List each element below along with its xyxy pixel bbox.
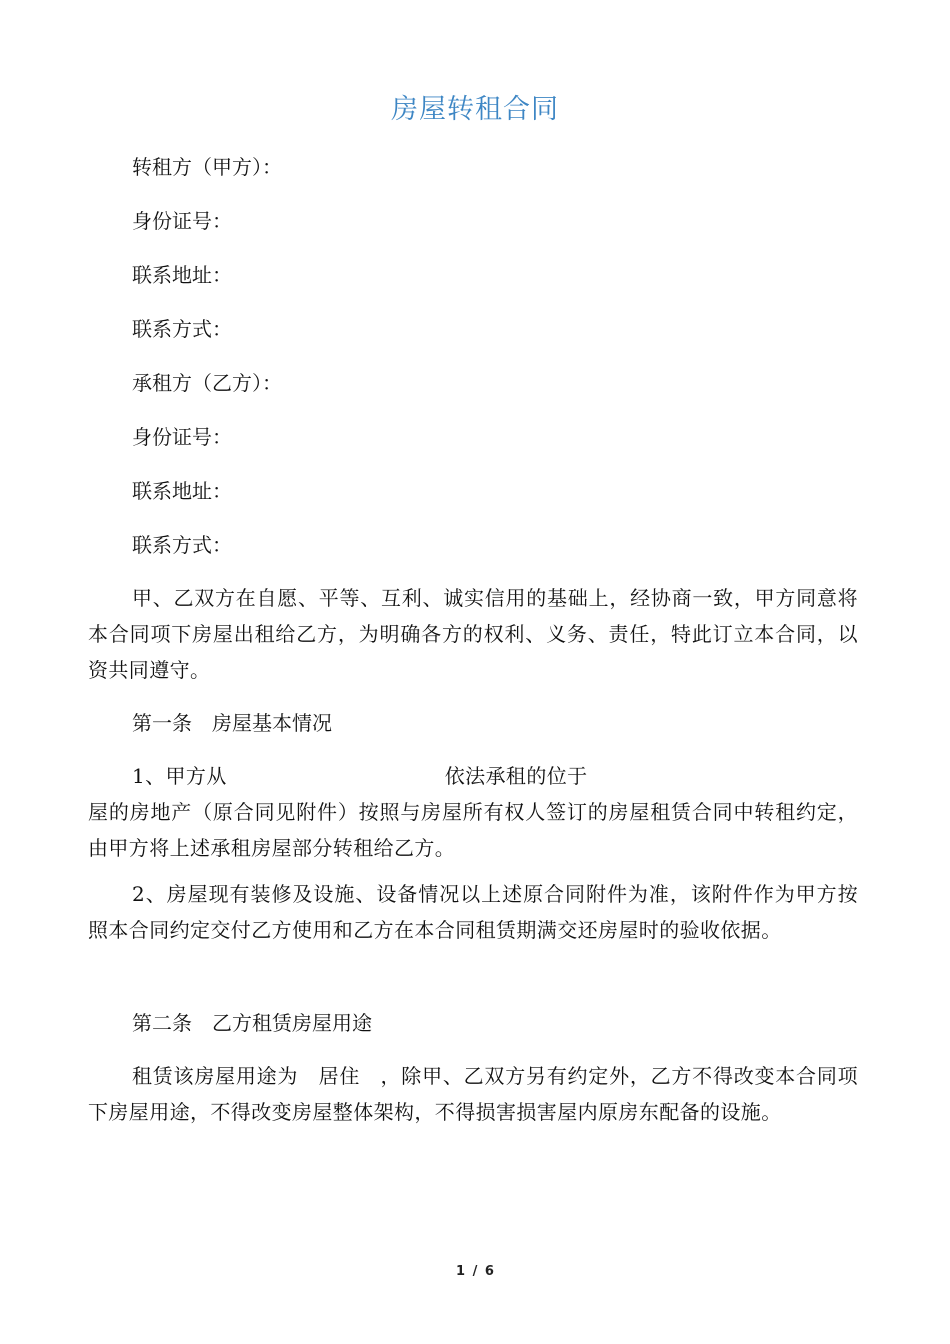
party-b-id-label: 身份证号： [132, 425, 232, 449]
usage-value: 居住 [318, 1064, 361, 1088]
article-1-number: 第一条 [132, 711, 192, 735]
party-b-contact-label: 联系方式： [132, 533, 232, 557]
article-1-clause-1 [88, 758, 858, 866]
article-2-prefix: 租赁该房屋用途为 [132, 1064, 299, 1088]
party-b-address-label: 联系地址： [132, 479, 232, 503]
party-b-label: 承租方（乙方）： [132, 371, 282, 395]
article-2-title: 乙方租赁房屋用途 [212, 1011, 372, 1035]
article-2-number: 第二条 [132, 1011, 192, 1035]
article-1-clause-2: 2、房屋现有装修及设施、设备情况以上述原合同附件为准，该附件作为甲方按照本合同约定交付乙方使用和乙方在本合同租赁期满交还房屋时的验收依据。 [88, 882, 858, 942]
article-1-title: 房屋基本情况 [212, 711, 332, 735]
party-a-address-label: 联系地址： [132, 263, 232, 287]
article-2-clause [88, 1058, 858, 1130]
document-title: 房屋转租合同 [391, 94, 559, 125]
preamble-paragraph: 甲、乙双方在自愿、平等、互利、诚实信用的基础上，经协商一致，甲方同意将本合同项下房屋出租给乙方，为明确各方的权利、义务、责任，特此订立本合同，以资共同遵守。 [88, 586, 858, 682]
party-a-label: 转租方（甲方）： [132, 155, 282, 179]
article-1-heading [132, 708, 332, 738]
page-indicator: 1 / 6 [456, 1264, 494, 1279]
clause-1-prefix: 1、甲方从 [132, 764, 227, 788]
party-a-id-label: 身份证号： [132, 209, 232, 233]
article-2-heading [132, 1008, 372, 1038]
clause-1-rest: 屋的房地产（原合同见附件）按照与房屋所有权人签订的房屋租赁合同中转租约定，由甲方将上述承租房屋部分转租给乙方。 [88, 800, 858, 860]
party-a-contact-label: 联系方式： [132, 317, 232, 341]
article-2-rest: ，除甲、乙双方另有约定外，乙方不得改变本合同项下房屋用途，不得改变房屋整体架构，不得损害损害屋内原房东配备的设施。 [88, 1064, 859, 1124]
clause-1-middle: 依法承租的位于 [444, 764, 588, 788]
